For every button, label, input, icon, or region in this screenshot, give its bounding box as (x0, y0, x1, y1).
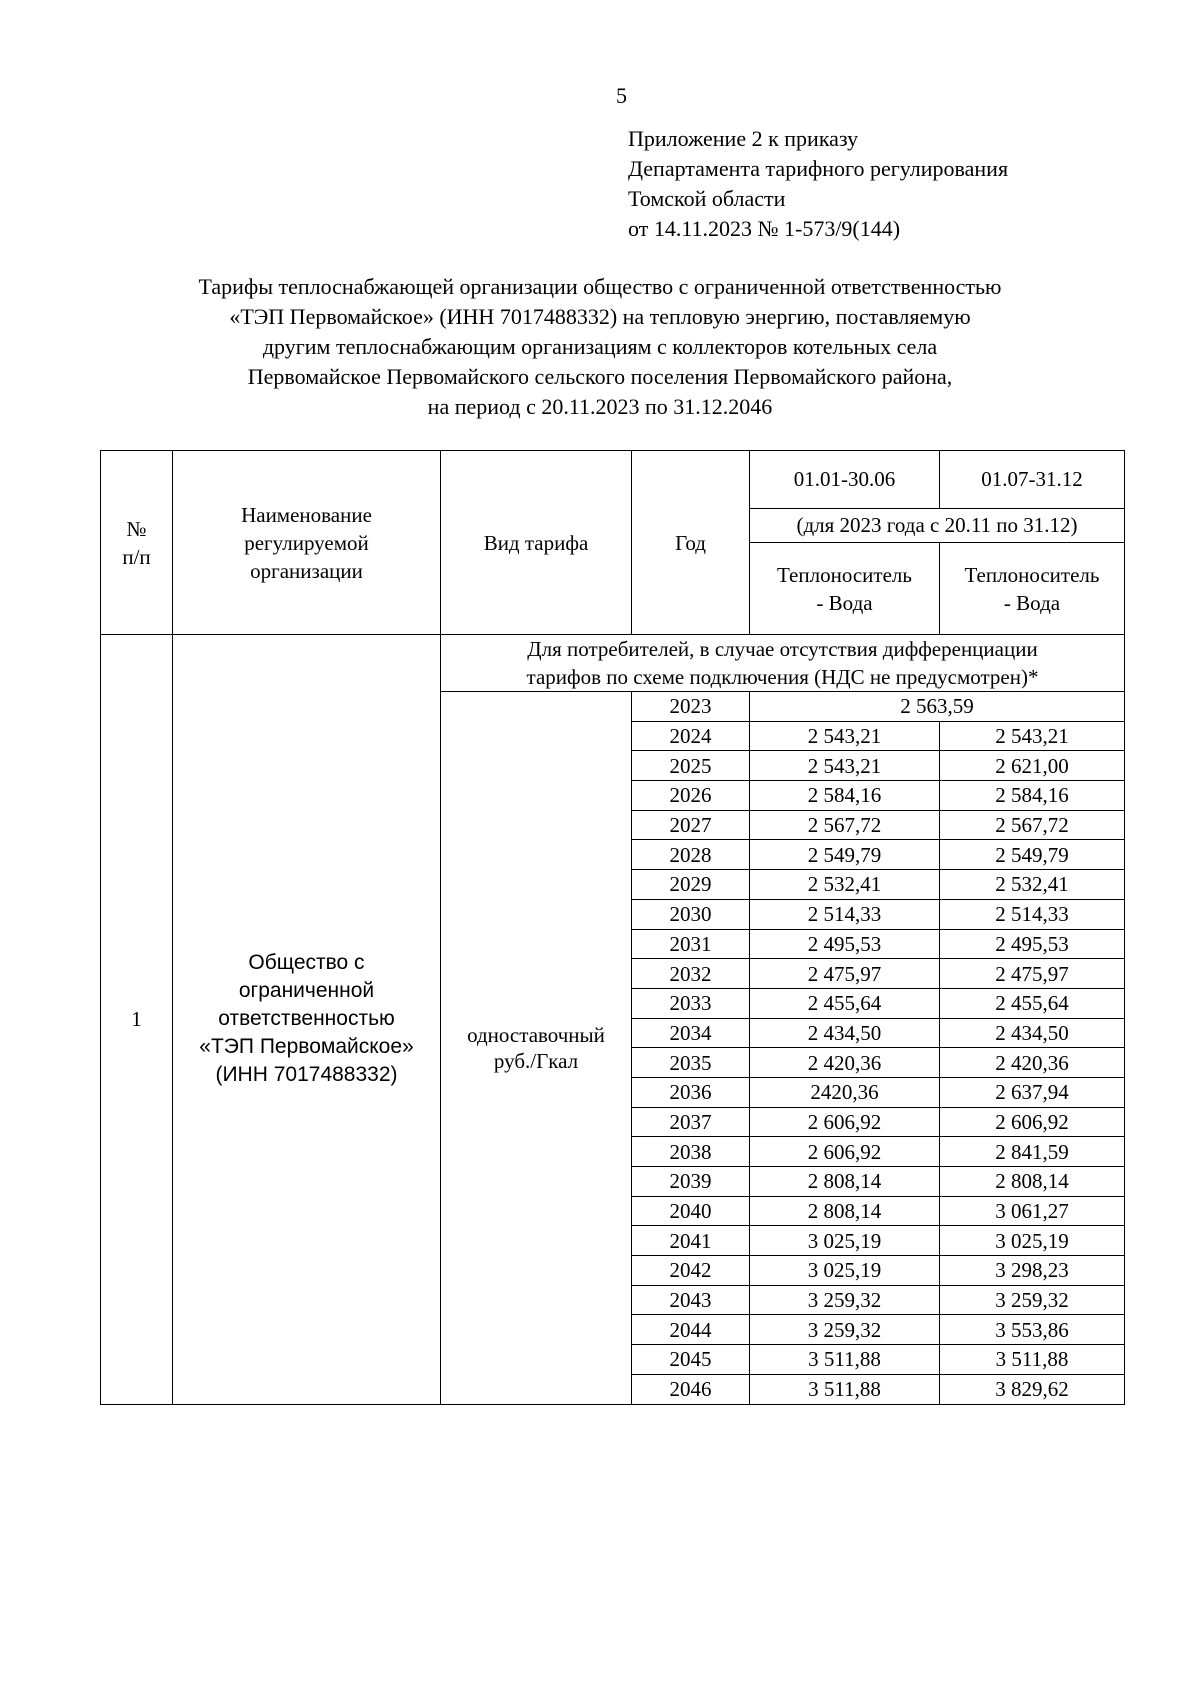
year-cell: 2043 (632, 1285, 750, 1315)
tariff-h1-cell: 3 025,19 (750, 1226, 940, 1256)
tariff-h2-cell: 3 259,32 (940, 1285, 1125, 1315)
consumer-subheader: Для потребителей, в случае отсутствия дифференциации тарифов по схеме подключения (НДС не предусмотрен)* (441, 635, 1125, 692)
year-cell: 2045 (632, 1345, 750, 1375)
tariff-h1-cell: 2 808,14 (750, 1167, 940, 1197)
year-cell: 2040 (632, 1196, 750, 1226)
tariff-h1-cell: 2 606,92 (750, 1107, 940, 1137)
appendix-line: Томской области (628, 186, 786, 211)
tariff-h1-cell: 3 511,88 (750, 1374, 940, 1404)
tariff-h2-cell: 2 475,97 (940, 959, 1125, 989)
year-cell: 2030 (632, 899, 750, 929)
tariff-h2-cell: 3 025,19 (940, 1226, 1125, 1256)
tariff-h2-cell: 2 549,79 (940, 840, 1125, 870)
title-line: Тарифы теплоснабжающей организации общество с ограниченной ответственностью (198, 274, 1002, 299)
document-title (100, 272, 1100, 422)
tariff-h2-cell: 2 495,53 (940, 929, 1125, 959)
tariff-h1-cell: 2420,36 (750, 1077, 940, 1107)
tariff-h2-cell: 2 420,36 (940, 1048, 1125, 1078)
tariff-h2-cell: 2 637,94 (940, 1077, 1125, 1107)
tariff-h1-cell: 2 495,53 (750, 929, 940, 959)
tariff-h2-cell: 2 455,64 (940, 988, 1125, 1018)
tariff-type-cell: одноставочный руб./Гкал (441, 692, 632, 1405)
tariff-h1-cell: 2 543,21 (750, 751, 940, 781)
year-cell: 2041 (632, 1226, 750, 1256)
tariff-h1-cell: 3 511,88 (750, 1345, 940, 1375)
title-line: другим теплоснабжающим организациям с коллекторов котельных села (262, 334, 938, 359)
tariff-h2-cell: 3 061,27 (940, 1196, 1125, 1226)
appendix-line: Департамента тарифного регулирования (628, 156, 1009, 181)
appendix-block (628, 124, 1008, 244)
tariff-h1-cell: 2 420,36 (750, 1048, 940, 1078)
year-cell: 2037 (632, 1107, 750, 1137)
year-cell: 2024 (632, 721, 750, 751)
tariff-h1-cell: 2 808,14 (750, 1196, 940, 1226)
appendix-line: от 14.11.2023 № 1-573/9(144) (628, 216, 901, 241)
header-organization: Наименование регулируемой организации (173, 451, 441, 635)
tariff-h1-cell: 2 567,72 (750, 810, 940, 840)
year-cell: 2038 (632, 1137, 750, 1167)
year-cell: 2027 (632, 810, 750, 840)
tariff-h2-cell: 2 514,33 (940, 899, 1125, 929)
tariff-h2-cell: 2 584,16 (940, 781, 1125, 811)
tariff-h1-cell: 2 543,21 (750, 721, 940, 751)
year-cell: 2025 (632, 751, 750, 781)
year-cell: 2029 (632, 870, 750, 900)
row-number: 1 (101, 635, 173, 1405)
header-period-2: 01.07-31.12 (940, 451, 1125, 509)
tariff-h1-cell: 3 025,19 (750, 1256, 940, 1286)
year-cell: 2032 (632, 959, 750, 989)
appendix-line: Приложение 2 к приказу (628, 126, 859, 151)
tariff-h2-cell: 2 532,41 (940, 870, 1125, 900)
year-cell: 2035 (632, 1048, 750, 1078)
tariff-h2-cell: 2 567,72 (940, 810, 1125, 840)
organization-name: Общество с ограниченной ответственностью «ТЭП Первомайское» (ИНН 7017488332) (173, 635, 441, 1405)
year-cell: 2026 (632, 781, 750, 811)
tariff-h2-cell: 2 434,50 (940, 1018, 1125, 1048)
year-cell: 2033 (632, 988, 750, 1018)
header-tariff-type: Вид тарифа (441, 451, 632, 635)
year-cell: 2039 (632, 1167, 750, 1197)
page-number: 5 (616, 83, 627, 108)
tariff-h2-cell: 2 841,59 (940, 1137, 1125, 1167)
title-line: «ТЭП Первомайское» (ИНН 7017488332) на тепловую энергию, поставляемую (229, 304, 971, 329)
year-cell: 2042 (632, 1256, 750, 1286)
tariff-h2-cell: 3 298,23 (940, 1256, 1125, 1286)
tariff-h1-cell: 2 475,97 (750, 959, 940, 989)
title-line: Первомайское Первомайского сельского поселения Первомайского района, (247, 364, 953, 389)
tariff-h2-cell: 3 553,86 (940, 1315, 1125, 1345)
tariff-table (100, 450, 1125, 1405)
tariff-h1-cell: 2 549,79 (750, 840, 940, 870)
tariff-h1-cell: 2 434,50 (750, 1018, 940, 1048)
tariff-h1-cell: 3 259,32 (750, 1315, 940, 1345)
tariff-h1-cell: 2 584,16 (750, 781, 940, 811)
header-number: № п/п (101, 451, 173, 635)
year-cell: 2034 (632, 1018, 750, 1048)
tariff-h2-cell: 3 511,88 (940, 1345, 1125, 1375)
tariff-h1-cell: 2 606,92 (750, 1137, 940, 1167)
tariff-h1-cell: 2 532,41 (750, 870, 940, 900)
year-cell: 2036 (632, 1077, 750, 1107)
tariff-h1-cell: 2 455,64 (750, 988, 940, 1018)
tariff-value-cell: 2 563,59 (750, 692, 1125, 722)
header-period-1: 01.01-30.06 (750, 451, 940, 509)
header-year: Год (632, 451, 750, 635)
tariff-h2-cell: 2 621,00 (940, 751, 1125, 781)
header-period-note: (для 2023 года с 20.11 по 31.12) (750, 509, 1125, 543)
year-cell: 2046 (632, 1374, 750, 1404)
header-carrier-2: Теплоноситель - Вода (940, 543, 1125, 635)
year-cell: 2023 (632, 692, 750, 722)
tariff-h2-cell: 2 808,14 (940, 1167, 1125, 1197)
tariff-h1-cell: 2 514,33 (750, 899, 940, 929)
title-line: на период с 20.11.2023 по 31.12.2046 (427, 394, 773, 419)
tariff-h2-cell: 3 829,62 (940, 1374, 1125, 1404)
tariff-h2-cell: 2 606,92 (940, 1107, 1125, 1137)
tariff-h2-cell: 2 543,21 (940, 721, 1125, 751)
year-cell: 2044 (632, 1315, 750, 1345)
header-carrier-1: Теплоноситель - Вода (750, 543, 940, 635)
year-cell: 2031 (632, 929, 750, 959)
tariff-h1-cell: 3 259,32 (750, 1285, 940, 1315)
year-cell: 2028 (632, 840, 750, 870)
